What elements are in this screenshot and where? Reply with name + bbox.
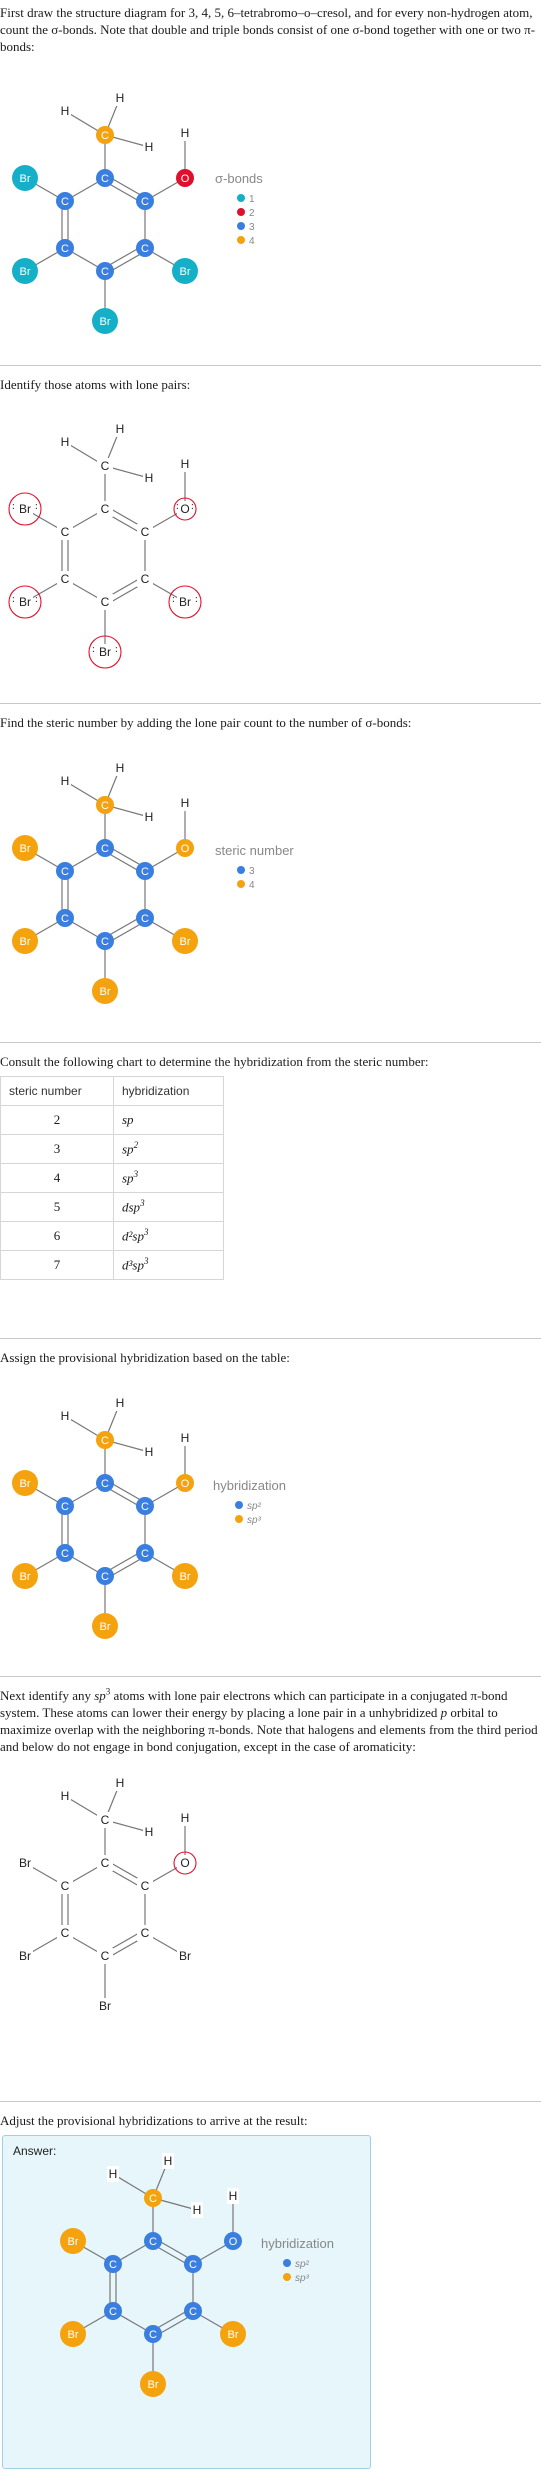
legend-swatch [237,236,245,244]
atom-label: O [180,843,190,855]
lone-pair-dots: : [191,501,194,512]
section-provisional-hybridization [0,1339,541,1676]
atom-label: C [101,1435,109,1447]
atom-label: C [101,173,109,185]
atom-label: H [60,104,70,118]
atom-label: O [180,1856,190,1870]
steric-number-cell: 6 [1,1222,114,1251]
lone-pair-dots: : [195,594,198,605]
atom-label: Br [67,2236,79,2248]
legend-item-label: 1 [249,194,255,205]
atom-label: C [101,800,109,812]
atom-label: C [61,1501,69,1513]
atom-label: O [228,2236,238,2248]
table-row [1,1135,224,1164]
atom-label: O [180,173,190,185]
atom-label: C [140,1879,150,1893]
atom-label: C [61,913,69,925]
lone-pair-dots: : [172,594,175,605]
atom-label: C [61,1548,69,1560]
atom-label: H [180,1811,190,1825]
legend-title: hybridization [261,2236,334,2251]
atom-label: C [109,2306,117,2318]
atom-label: C [101,266,109,278]
legend-swatch [235,1515,243,1523]
atom-label: H [60,435,70,449]
atom-label: H [192,2203,202,2217]
steric-number-cell: 7 [1,1251,114,1280]
atom-label: Br [99,316,111,328]
atom-label: C [149,2193,157,2205]
molecule-steric-number [0,731,541,1031]
legend-title: σ-bonds [215,171,263,186]
atom-label: C [101,936,109,948]
answer-label: Answer: [13,2144,57,2158]
legend-item-label: 4 [249,880,255,891]
legend-swatch [237,208,245,216]
legend-item-label: sp³ [295,2273,309,2284]
atom-label: C [100,1856,110,1870]
atom-label: Br [19,173,31,185]
steric-number-cell: 3 [1,1135,114,1164]
atom-label: C [60,572,70,586]
steric-number-cell: 4 [1,1164,114,1193]
legend-title: hybridization [213,1478,286,1493]
atom-label: H [108,2167,118,2181]
molecule-lone-pairs [0,393,541,693]
atom-label: O [180,1478,190,1490]
atom-label: C [141,866,149,878]
atom-label: C [149,2329,157,2341]
atom-label: H [180,126,190,140]
atom-label: H [180,1431,190,1445]
section-conjugation [0,1677,541,2101]
hybridization-cell: sp [114,1106,224,1135]
section-sigma-bonds [0,0,541,365]
step-2-text: Identify those atoms with lone pairs: [0,377,191,392]
atom-label: C [189,2306,197,2318]
atom-label: C [141,913,149,925]
atom-label: H [144,1445,154,1459]
atom-label: Br [179,936,191,948]
atom-label: Br [179,595,191,609]
atom-label: Br [179,266,191,278]
lone-pair-dots: : [35,501,38,512]
atom-label: Br [19,936,31,948]
table-header: steric number [1,1077,114,1106]
atom-label: C [101,1571,109,1583]
atom-label: Br [67,2329,79,2341]
atom-label: C [100,595,110,609]
lone-pair-dots: : [92,644,95,655]
atom-label: Br [19,266,31,278]
atom-label: C [101,843,109,855]
atom-label: C [140,525,150,539]
atom-label: Br [227,2329,239,2341]
molecule-provisional [0,1366,541,1666]
legend-swatch [237,194,245,202]
atom-label: H [228,2189,238,2203]
atom-label: C [101,1478,109,1490]
atom-label: H [144,1825,154,1839]
answer-box [2,2135,371,2469]
hybridization-cell: $d^2sp^3$ [114,1222,224,1251]
steric-number-cell: 2 [1,1106,114,1135]
step-7-text: Adjust the provisional hybridizations to arrive at the result: [0,2113,308,2128]
atom-label: Br [99,1621,111,1633]
atom-label: C [109,2259,117,2271]
lone-pair-dots: : [12,501,15,512]
atom-label: Br [19,1949,31,1963]
atom-label: Br [179,1571,191,1583]
atom-label: C [141,1501,149,1513]
hybridization-cell: $d^3sp^3$ [114,1251,224,1280]
atom-label: Br [19,595,31,609]
table-header-row [1,1077,224,1106]
atom-label: H [144,140,154,154]
legend-swatch [235,1501,243,1509]
atom-label: C [60,1879,70,1893]
section-hybridization-table [0,1043,541,1338]
atom-label: C [60,1926,70,1940]
atom-label: C [140,1926,150,1940]
atom-label: H [144,810,154,824]
atom-label: C [149,2236,157,2248]
atom-label: H [115,1396,125,1410]
atom-label: Br [99,986,111,998]
atom-label: O [180,502,190,516]
atom-label: C [189,2259,197,2271]
atom-label: H [115,1776,125,1790]
legend-title: steric number [215,843,294,858]
table-row [1,1193,224,1222]
atom-label: H [115,422,125,436]
atom-label: H [180,457,190,471]
atom-label: Br [99,1999,111,2013]
atom-label: H [180,796,190,810]
atom-label: Br [19,843,31,855]
legend-item-label: sp² [247,1501,261,1512]
atom-label: C [141,243,149,255]
atom-label: H [144,471,154,485]
section-lone-pairs [0,366,541,703]
table-row [1,1164,224,1193]
atom-label: C [61,196,69,208]
legend-swatch [283,2259,291,2267]
atom-label: Br [19,1478,31,1490]
step-3-text: Find the steric number by adding the lone pair count to the number of σ-bonds: [0,715,412,730]
atom-label: H [60,1789,70,1803]
section-result [0,2102,541,2482]
atom-label: Br [19,1571,31,1583]
hybridization-table [0,1076,224,1280]
legend-swatch [283,2273,291,2281]
section-steric-number [0,704,541,1042]
step-6-text: Next identify any $sp^3$ atoms with lone pair electrons which can participate in a conjugated π-bond system. These atoms can lower their energy by placing a lone pair in a unhybridized p orbital to maximize overlap with the neighboring π-bonds. Note that halogens and elements from the third period and below do not engage in bond conjugation, except in the case of aromaticity: [0,1686,538,1754]
step-5-text: Assign the provisional hybridization based on the table: [0,1350,290,1365]
table-header: hybridization [114,1077,224,1106]
atom-label: H [60,1409,70,1423]
lone-pair-dots: : [35,594,38,605]
atom-label: Br [147,2379,159,2391]
legend-item-label: sp² [295,2259,309,2270]
legend-swatch [237,866,245,874]
atom-label: H [115,761,125,775]
hybridization-cell: $sp^3$ [114,1164,224,1193]
table-row [1,1251,224,1280]
steric-number-cell: 5 [1,1193,114,1222]
atom-label: C [61,243,69,255]
molecule-result [3,2136,372,2466]
atom-label: C [141,196,149,208]
atom-label: H [60,774,70,788]
legend-item-label: 3 [249,866,255,877]
legend-item-label: 4 [249,236,255,247]
lone-pair-dots: : [115,644,118,655]
legend-item-label: sp³ [247,1515,261,1526]
atom-label: Br [99,645,111,659]
hybridization-cell: $sp^2$ [114,1135,224,1164]
atom-label: C [141,1548,149,1560]
atom-label: C [100,459,110,473]
atom-label: H [115,91,125,105]
atom-label: C [140,572,150,586]
table-row [1,1106,224,1135]
molecule-sigma-bonds [0,55,541,355]
atom-label: C [100,1949,110,1963]
lone-pair-dots: : [12,594,15,605]
legend-item-label: 3 [249,222,255,233]
step-1-text: First draw the structure diagram for 3, 4, 5, 6–tetrabromo–o–cresol, and for every non-hydrogen atom, count the σ-bonds. Note that double and triple bonds consist of one σ-bond together with one or two π-bonds: [0,5,536,54]
atom-label: C [60,525,70,539]
atom-label: C [101,130,109,142]
atom-label: Br [19,502,31,516]
table-row [1,1222,224,1251]
legend-swatch [237,222,245,230]
atom-label: Br [19,1856,31,1870]
molecule-conjugation [0,1755,541,2055]
atom-label: C [61,866,69,878]
atom-label: C [100,502,110,516]
lone-pair-dots: : [176,501,179,512]
hybridization-cell: dsp$^3$ [114,1193,224,1222]
step-4-text: Consult the following chart to determine the hybridization from the steric number: [0,1054,429,1069]
legend-item-label: 2 [249,208,255,219]
legend-swatch [237,880,245,888]
atom-label: H [163,2154,173,2168]
atom-label: Br [179,1949,191,1963]
atom-label: C [100,1813,110,1827]
